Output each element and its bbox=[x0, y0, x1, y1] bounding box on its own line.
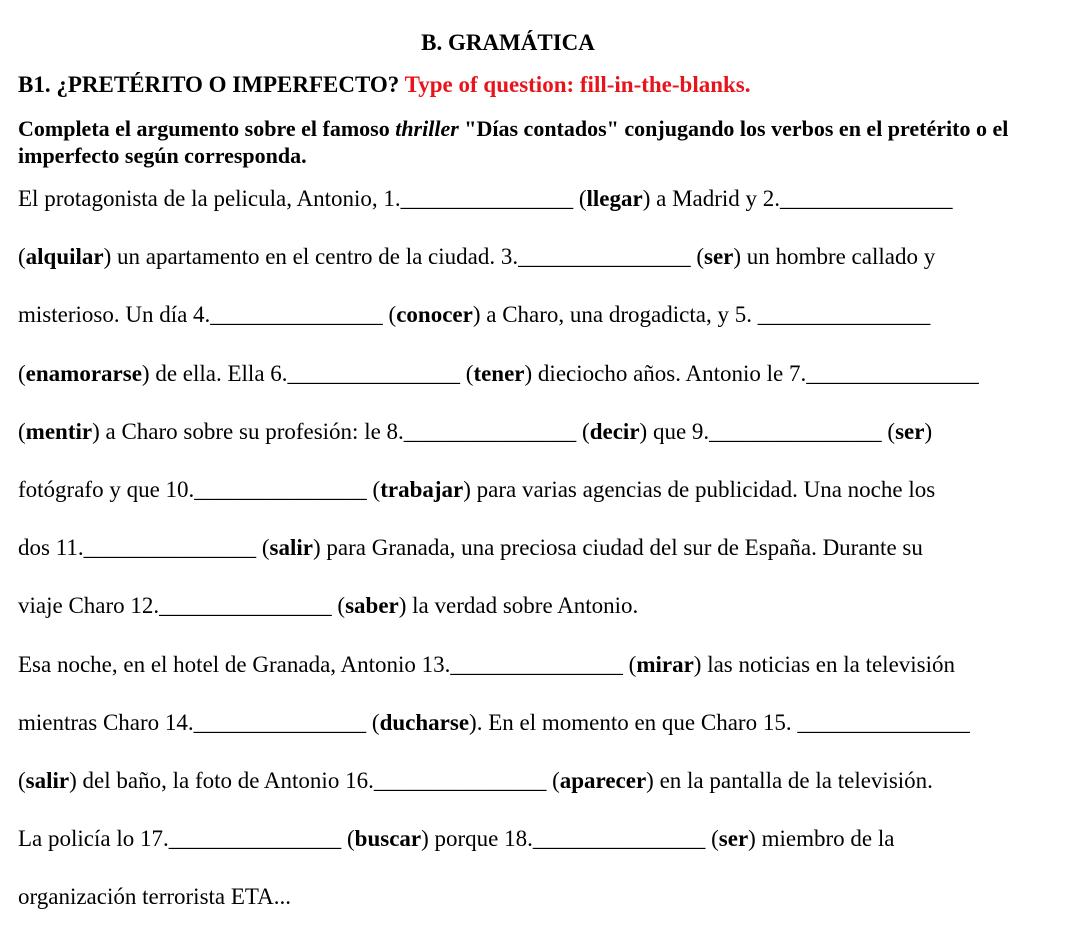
exercise-text-segment: viaje Charo 12._______________ ( bbox=[18, 593, 346, 619]
exercise-line bbox=[18, 475, 935, 505]
exercise-text-segment: organización terrorista ETA... bbox=[18, 884, 291, 910]
exercise-line bbox=[18, 766, 933, 796]
instructions-part-2: "Días contados" conjugando los verbos en el pretérito o el imperfecto según corresponda. bbox=[18, 116, 1009, 168]
exercise-label: B1. ¿PRETÉRITO O IMPERFECTO? bbox=[18, 72, 400, 97]
exercise-heading bbox=[18, 70, 751, 100]
exercise-line bbox=[18, 417, 932, 447]
exercise-text-segment: misterioso. Un día 4._______________ ( bbox=[18, 302, 397, 328]
verb-infinitive: ser bbox=[704, 244, 734, 270]
exercise-line bbox=[18, 184, 953, 214]
verb-infinitive: salir bbox=[25, 768, 70, 793]
exercise-text-segment: ( bbox=[18, 768, 26, 793]
instructions-part-1: Completa el argumento sobre el famoso bbox=[18, 116, 396, 141]
exercise-text-segment: dos 11._______________ ( bbox=[18, 535, 270, 561]
question-type-label: Type of question: fill-in-the-blanks. bbox=[404, 72, 751, 97]
exercise-text-segment: Esa noche, en el hotel de Granada, Antonio 13._______________ ( bbox=[18, 651, 637, 677]
verb-infinitive: ser bbox=[895, 418, 925, 444]
exercise-text-segment: ) miembro de la bbox=[748, 826, 895, 852]
verb-infinitive: decir bbox=[589, 418, 640, 444]
verb-infinitive: buscar bbox=[354, 826, 422, 852]
verb-infinitive: ducharse bbox=[379, 709, 470, 735]
verb-infinitive: salir bbox=[269, 535, 313, 561]
verb-infinitive: trabajar bbox=[380, 477, 464, 502]
verb-infinitive: alquilar bbox=[25, 244, 104, 270]
section-title: B. GRAMÁTICA bbox=[421, 30, 595, 55]
exercise-text-segment: ) dieciocho años. Antonio le 7._______________ bbox=[524, 360, 979, 386]
exercise-text-segment: ) a Charo, una drogadicta, y 5. _______________ bbox=[472, 302, 931, 328]
exercise-text-segment: La policía lo 17._______________ ( bbox=[18, 826, 355, 852]
exercise-text-segment: mientras Charo 14._______________ ( bbox=[18, 709, 380, 735]
exercise-line bbox=[18, 708, 970, 738]
exercise-line bbox=[18, 824, 894, 854]
exercise-text-segment: ) para Granada, una preciosa ciudad del sur de España. Durante su bbox=[312, 535, 923, 561]
exercise-text-segment: ) porque 18._______________ ( bbox=[421, 826, 719, 852]
exercise-text-segment: ) en la pantalla de la televisión. bbox=[646, 768, 933, 793]
exercise-text-segment: ) para varias agencias de publicidad. Una noche los bbox=[463, 477, 936, 502]
verb-infinitive: llegar bbox=[586, 186, 643, 211]
verb-infinitive: mirar bbox=[636, 651, 694, 677]
verb-infinitive: mentir bbox=[25, 418, 93, 444]
exercise-line bbox=[18, 650, 955, 680]
exercise-line bbox=[18, 591, 638, 621]
exercise-line bbox=[18, 882, 291, 912]
exercise-text-segment: fotógrafo y que 10._______________ ( bbox=[18, 477, 381, 502]
exercise-text-segment: ) un hombre callado y bbox=[733, 244, 936, 270]
instructions bbox=[18, 115, 1048, 169]
exercise-text-segment: ( bbox=[18, 360, 26, 386]
exercise-text-segment: ( bbox=[18, 244, 26, 270]
exercise-line bbox=[18, 359, 979, 389]
exercise-text-segment: ) la verdad sobre Antonio. bbox=[398, 593, 639, 619]
exercise-text-segment: El protagonista de la pelicula, Antonio, 1._______________ ( bbox=[18, 186, 587, 211]
exercise-text-segment: ) a Madrid y 2._______________ bbox=[642, 186, 953, 211]
exercise-text-segment: ) un apartamento en el centro de la ciudad. 3._______________ ( bbox=[103, 244, 705, 270]
exercise-text-segment: ) bbox=[924, 418, 933, 444]
verb-infinitive: conocer bbox=[396, 302, 473, 328]
exercise-line bbox=[18, 242, 935, 272]
verb-infinitive: ser bbox=[718, 826, 749, 852]
exercise-text-segment: ( bbox=[18, 418, 26, 444]
exercise-text-segment: ) que 9._______________ ( bbox=[639, 418, 896, 444]
exercise-line bbox=[18, 300, 930, 330]
exercise-line bbox=[18, 533, 923, 563]
exercise-text-segment: ) a Charo sobre su profesión: le 8._______________ ( bbox=[92, 418, 590, 444]
exercise-text-segment: ) del baño, la foto de Antonio 16._______________ ( bbox=[69, 768, 560, 793]
exercise-text-segment: ). En el momento en que Charo 15. _______________ bbox=[469, 709, 970, 735]
verb-infinitive: aparecer bbox=[559, 768, 647, 793]
instructions-italic-word: thriller bbox=[395, 116, 459, 141]
verb-infinitive: enamorarse bbox=[25, 360, 142, 386]
exercise-text-segment: ) de ella. Ella 6._______________ ( bbox=[141, 360, 474, 386]
verb-infinitive: saber bbox=[345, 593, 399, 619]
verb-infinitive: tener bbox=[473, 360, 525, 386]
exercise-text-segment: ) las noticias en la televisión bbox=[693, 651, 956, 677]
